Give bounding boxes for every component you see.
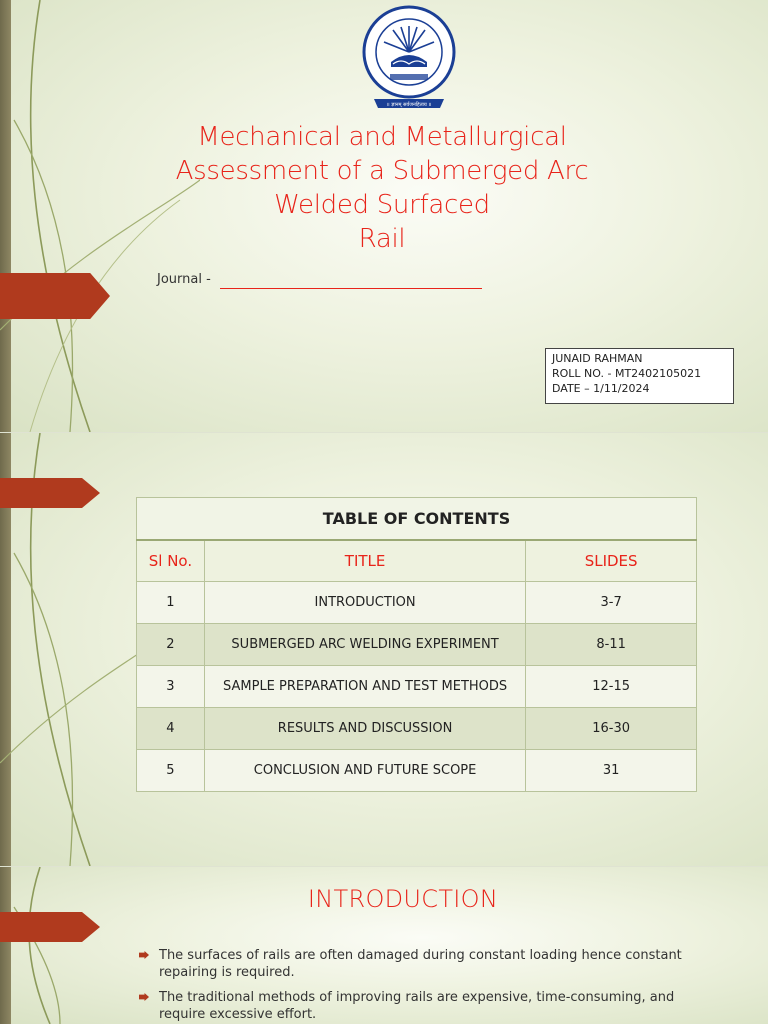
institute-emblem-icon	[360, 4, 458, 112]
arrow-tab-marker	[0, 912, 100, 942]
table-row	[137, 582, 697, 624]
row-number: 1	[137, 582, 205, 624]
table-row	[137, 708, 697, 750]
arrow-bullet-icon	[139, 951, 149, 959]
slide-title: INTRODUCTION	[307, 885, 499, 913]
row-title: SUBMERGED ARC WELDING EXPERIMENT	[204, 624, 525, 666]
row-slides: 31	[526, 750, 697, 792]
row-title: INTRODUCTION	[204, 582, 525, 624]
title-slide	[0, 0, 768, 432]
arrow-tab-marker	[0, 478, 100, 508]
row-number: 3	[137, 666, 205, 708]
author-date: DATE – 1/11/2024	[552, 382, 650, 395]
author-info-box	[545, 348, 734, 404]
row-slides: 16-30	[526, 708, 697, 750]
svg-text:॥ ज्ञानम् सर्वजनहिताय ॥: ॥ ज्ञानम् सर्वजनहिताय ॥	[386, 102, 432, 108]
row-slides: 12-15	[526, 666, 697, 708]
journal-blank-line	[220, 288, 482, 289]
author-name: JUNAID RAHMAN	[552, 352, 643, 365]
title-line: Rail	[358, 224, 406, 254]
row-title: RESULTS AND DISCUSSION	[204, 708, 525, 750]
column-header-number: Sl No.	[137, 540, 205, 582]
bullet-text: The traditional methods of improving rails are expensive, time-consuming, and require excessive effort.	[159, 990, 675, 1022]
presentation-title	[150, 120, 614, 256]
bullet-text: The surfaces of rails are often damaged during constant loading hence constant repairing is required.	[159, 948, 682, 980]
row-number: 2	[137, 624, 205, 666]
row-title: SAMPLE PREPARATION AND TEST METHODS	[204, 666, 525, 708]
journal-label: Journal -	[157, 272, 211, 287]
bullet-list	[139, 947, 699, 1024]
arrow-bullet-icon	[139, 993, 149, 1001]
author-roll: ROLL NO. - MT2402105021	[552, 367, 702, 380]
toc-heading: TABLE OF CONTENTS	[137, 498, 697, 540]
row-slides: 3-7	[526, 582, 697, 624]
row-slides: 8-11	[526, 624, 697, 666]
arrow-tab-marker	[0, 273, 110, 319]
table-of-contents	[136, 497, 697, 792]
row-number: 5	[137, 750, 205, 792]
title-line: Assessment of a Submerged Arc	[175, 156, 589, 186]
introduction-slide	[0, 867, 768, 1024]
table-row	[137, 666, 697, 708]
title-line: Mechanical and Metallurgical	[197, 122, 567, 152]
contents-slide	[0, 433, 768, 866]
table-row	[137, 750, 697, 792]
list-item	[139, 947, 699, 981]
title-line: Welded Surfaced	[274, 190, 490, 220]
list-item	[139, 989, 699, 1023]
row-number: 4	[137, 708, 205, 750]
table-row	[137, 624, 697, 666]
row-title: CONCLUSION AND FUTURE SCOPE	[204, 750, 525, 792]
column-header-slides: SLIDES	[526, 540, 697, 582]
column-header-title: TITLE	[204, 540, 525, 582]
